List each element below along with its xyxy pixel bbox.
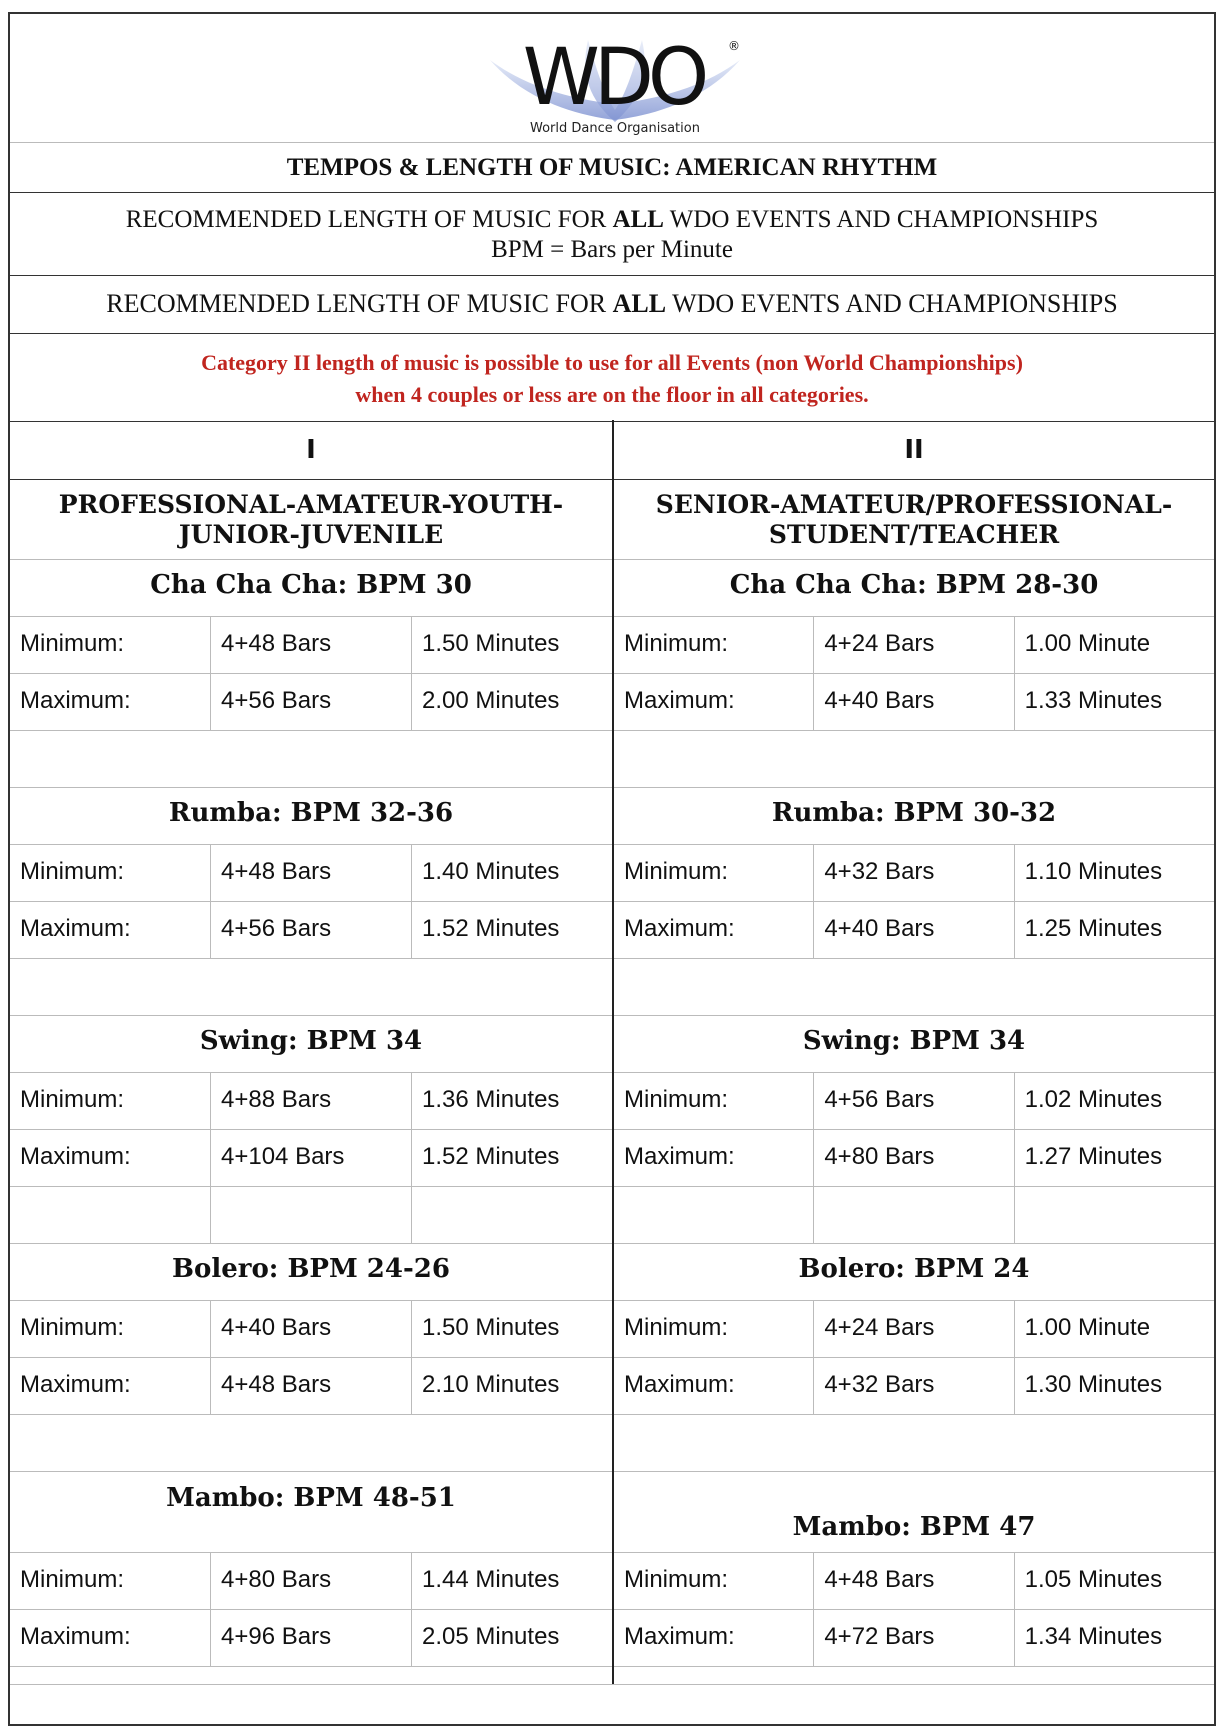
- spacer-row: [614, 1187, 1214, 1244]
- dance-heading: Swing: BPM 34: [614, 1016, 1214, 1073]
- bars-value: 4+56 Bars: [211, 674, 412, 730]
- svg-text:World Dance Organisation: World Dance Organisation: [530, 121, 700, 136]
- bars-value: 4+32 Bars: [814, 845, 1014, 901]
- category-line: JUNIOR-JUVENILE: [178, 520, 444, 549]
- row-label: Maximum:: [614, 1130, 814, 1186]
- minutes-value: 1.02 Minutes: [1024, 1086, 1163, 1113]
- bars-value: 4+104 Bars: [211, 1130, 412, 1186]
- row-label: Minimum:: [614, 845, 814, 901]
- minutes-value: 1.30 Minutes: [1024, 1371, 1163, 1398]
- category-roman-numeral: I: [10, 420, 612, 480]
- logo-row: [10, 14, 1214, 143]
- wdo-logo: [480, 20, 750, 138]
- row-label: Maximum:: [10, 902, 211, 958]
- maximum-row: [10, 1358, 612, 1415]
- dance-heading: Mambo: BPM 48-51: [10, 1472, 612, 1553]
- row-label: Minimum:: [614, 1301, 814, 1357]
- minimum-row: [614, 1553, 1214, 1610]
- minutes-value: 1.25 Minutes: [1024, 915, 1163, 942]
- maximum-row: [614, 902, 1214, 959]
- bars-value: 4+40 Bars: [211, 1301, 412, 1357]
- minutes-value: 1.50 Minutes: [422, 630, 560, 657]
- minimum-row: [10, 1301, 612, 1358]
- dance-heading: Rumba: BPM 30-32: [614, 788, 1214, 845]
- column-category-ii: [614, 420, 1214, 1684]
- column-divider: [612, 420, 614, 1684]
- minutes-value: 1.00 Minute: [1024, 1314, 1151, 1341]
- bars-value: 4+40 Bars: [814, 674, 1014, 730]
- minutes-value: 2.05 Minutes: [422, 1623, 560, 1650]
- maximum-row: [614, 1130, 1214, 1187]
- bars-value: 4+48 Bars: [211, 1358, 412, 1414]
- spacer-row: [10, 1187, 612, 1244]
- bars-value: 4+96 Bars: [211, 1610, 412, 1666]
- column-category-i: [10, 420, 612, 1684]
- maximum-row: [614, 1610, 1214, 1667]
- maximum-row: [10, 1130, 612, 1187]
- minutes-value: 1.33 Minutes: [1024, 687, 1163, 714]
- maximum-row: [614, 1358, 1214, 1415]
- bars-value: 4+56 Bars: [211, 902, 412, 958]
- bars-value: 4+56 Bars: [814, 1073, 1014, 1129]
- dance-heading: Rumba: BPM 32-36: [10, 788, 612, 845]
- minimum-row: [10, 617, 612, 674]
- minimum-row: [614, 1073, 1214, 1130]
- dance-heading: Cha Cha Cha: BPM 30: [10, 560, 612, 617]
- bars-value: 4+80 Bars: [211, 1553, 412, 1609]
- spacer-row: [614, 1415, 1214, 1472]
- bars-value: 4+48 Bars: [814, 1553, 1014, 1609]
- empty-cell: [814, 1187, 1014, 1243]
- svg-text:®: ®: [728, 39, 740, 53]
- row-label: Maximum:: [614, 1610, 814, 1666]
- minutes-value: 1.36 Minutes: [422, 1086, 560, 1113]
- category-line: STUDENT/TEACHER: [768, 520, 1060, 549]
- minimum-row: [10, 1073, 612, 1130]
- bars-value: 4+32 Bars: [814, 1358, 1014, 1414]
- recommended-line: RECOMMENDED LENGTH OF MUSIC FOR ALL WDO EVENTS AND CHAMPIONSHIPS: [10, 276, 1214, 334]
- category-line: PROFESSIONAL-AMATEUR-YOUTH-: [58, 490, 564, 519]
- row-label: Minimum:: [10, 1553, 211, 1609]
- row-label: Maximum:: [614, 674, 814, 730]
- svg-text:WDO: WDO: [522, 33, 704, 123]
- document-page: [8, 12, 1216, 1726]
- page-title: TEMPOS & LENGTH OF MUSIC: AMERICAN RHYTHM: [10, 143, 1214, 193]
- row-label: Minimum:: [10, 617, 211, 673]
- row-label: Maximum:: [10, 1610, 211, 1666]
- bpm-definition: BPM = Bars per Minute: [491, 236, 733, 263]
- minutes-value: 1.05 Minutes: [1024, 1566, 1163, 1593]
- row-label: Minimum:: [614, 1073, 814, 1129]
- bars-value: 4+88 Bars: [211, 1073, 412, 1129]
- spacer-row: [614, 731, 1214, 788]
- minutes-value: 1.34 Minutes: [1024, 1623, 1163, 1650]
- spacer-row: [10, 1415, 612, 1472]
- maximum-row: [614, 674, 1214, 731]
- row-label: Minimum:: [10, 1301, 211, 1357]
- minutes-value: 2.10 Minutes: [422, 1371, 560, 1398]
- maximum-row: [10, 1610, 612, 1667]
- minutes-value: 1.00 Minute: [1024, 630, 1151, 657]
- category-note: Category II length of music is possible to use for all Events (non World Championships) when 4 couples or less are on the floor in all categories.: [10, 334, 1214, 422]
- minutes-value: 1.40 Minutes: [422, 858, 560, 885]
- minutes-value: 2.00 Minutes: [422, 687, 560, 714]
- row-label: Maximum:: [10, 1130, 211, 1186]
- dance-heading: Bolero: BPM 24: [614, 1244, 1214, 1301]
- row-label: Maximum:: [10, 674, 211, 730]
- category-heading: [10, 480, 612, 560]
- spacer-row: [10, 959, 612, 1016]
- category-heading: [614, 480, 1214, 560]
- spacer-row: [10, 731, 612, 788]
- spacer-row: [614, 959, 1214, 1016]
- minimum-row: [10, 845, 612, 902]
- minutes-value: 1.44 Minutes: [422, 1566, 560, 1593]
- bars-value: 4+24 Bars: [814, 617, 1014, 673]
- recommended-line-with-bpm: RECOMMENDED LENGTH OF MUSIC FOR ALL WDO EVENTS AND CHAMPIONSHIPS BPM = Bars per Minute: [10, 193, 1214, 276]
- row-label: Maximum:: [614, 1358, 814, 1414]
- category-line: SENIOR-AMATEUR/PROFESSIONAL-: [655, 490, 1173, 519]
- empty-cell: [614, 1187, 814, 1243]
- row-label: Maximum:: [10, 1358, 211, 1414]
- dance-heading: Swing: BPM 34: [10, 1016, 612, 1073]
- minimum-row: [614, 617, 1214, 674]
- maximum-row: [10, 902, 612, 959]
- minimum-row: [10, 1553, 612, 1610]
- bars-value: 4+40 Bars: [814, 902, 1014, 958]
- empty-cell: [412, 1187, 612, 1243]
- bars-value: 4+72 Bars: [814, 1610, 1014, 1666]
- minutes-value: 1.10 Minutes: [1024, 858, 1163, 885]
- minimum-row: [614, 1301, 1214, 1358]
- row-label: Maximum:: [614, 902, 814, 958]
- minutes-value: 1.52 Minutes: [422, 915, 560, 942]
- dance-heading: Cha Cha Cha: BPM 28-30: [614, 560, 1214, 617]
- bars-value: 4+48 Bars: [211, 617, 412, 673]
- row-label: Minimum:: [614, 1553, 814, 1609]
- dance-heading: Mambo: BPM 47: [614, 1472, 1214, 1553]
- minutes-value: 1.52 Minutes: [422, 1143, 560, 1170]
- empty-cell: [10, 1187, 211, 1243]
- empty-cell: [211, 1187, 412, 1243]
- row-label: Minimum:: [614, 617, 814, 673]
- bars-value: 4+80 Bars: [814, 1130, 1014, 1186]
- empty-cell: [1015, 1187, 1214, 1243]
- minutes-value: 1.50 Minutes: [422, 1314, 560, 1341]
- footer-row: [10, 1684, 1214, 1727]
- minutes-value: 1.27 Minutes: [1024, 1143, 1163, 1170]
- dance-heading: Bolero: BPM 24-26: [10, 1244, 612, 1301]
- minimum-row: [614, 845, 1214, 902]
- row-label: Minimum:: [10, 845, 211, 901]
- row-label: Minimum:: [10, 1073, 211, 1129]
- bars-value: 4+48 Bars: [211, 845, 412, 901]
- category-roman-numeral: II: [614, 420, 1214, 480]
- bars-value: 4+24 Bars: [814, 1301, 1014, 1357]
- maximum-row: [10, 674, 612, 731]
